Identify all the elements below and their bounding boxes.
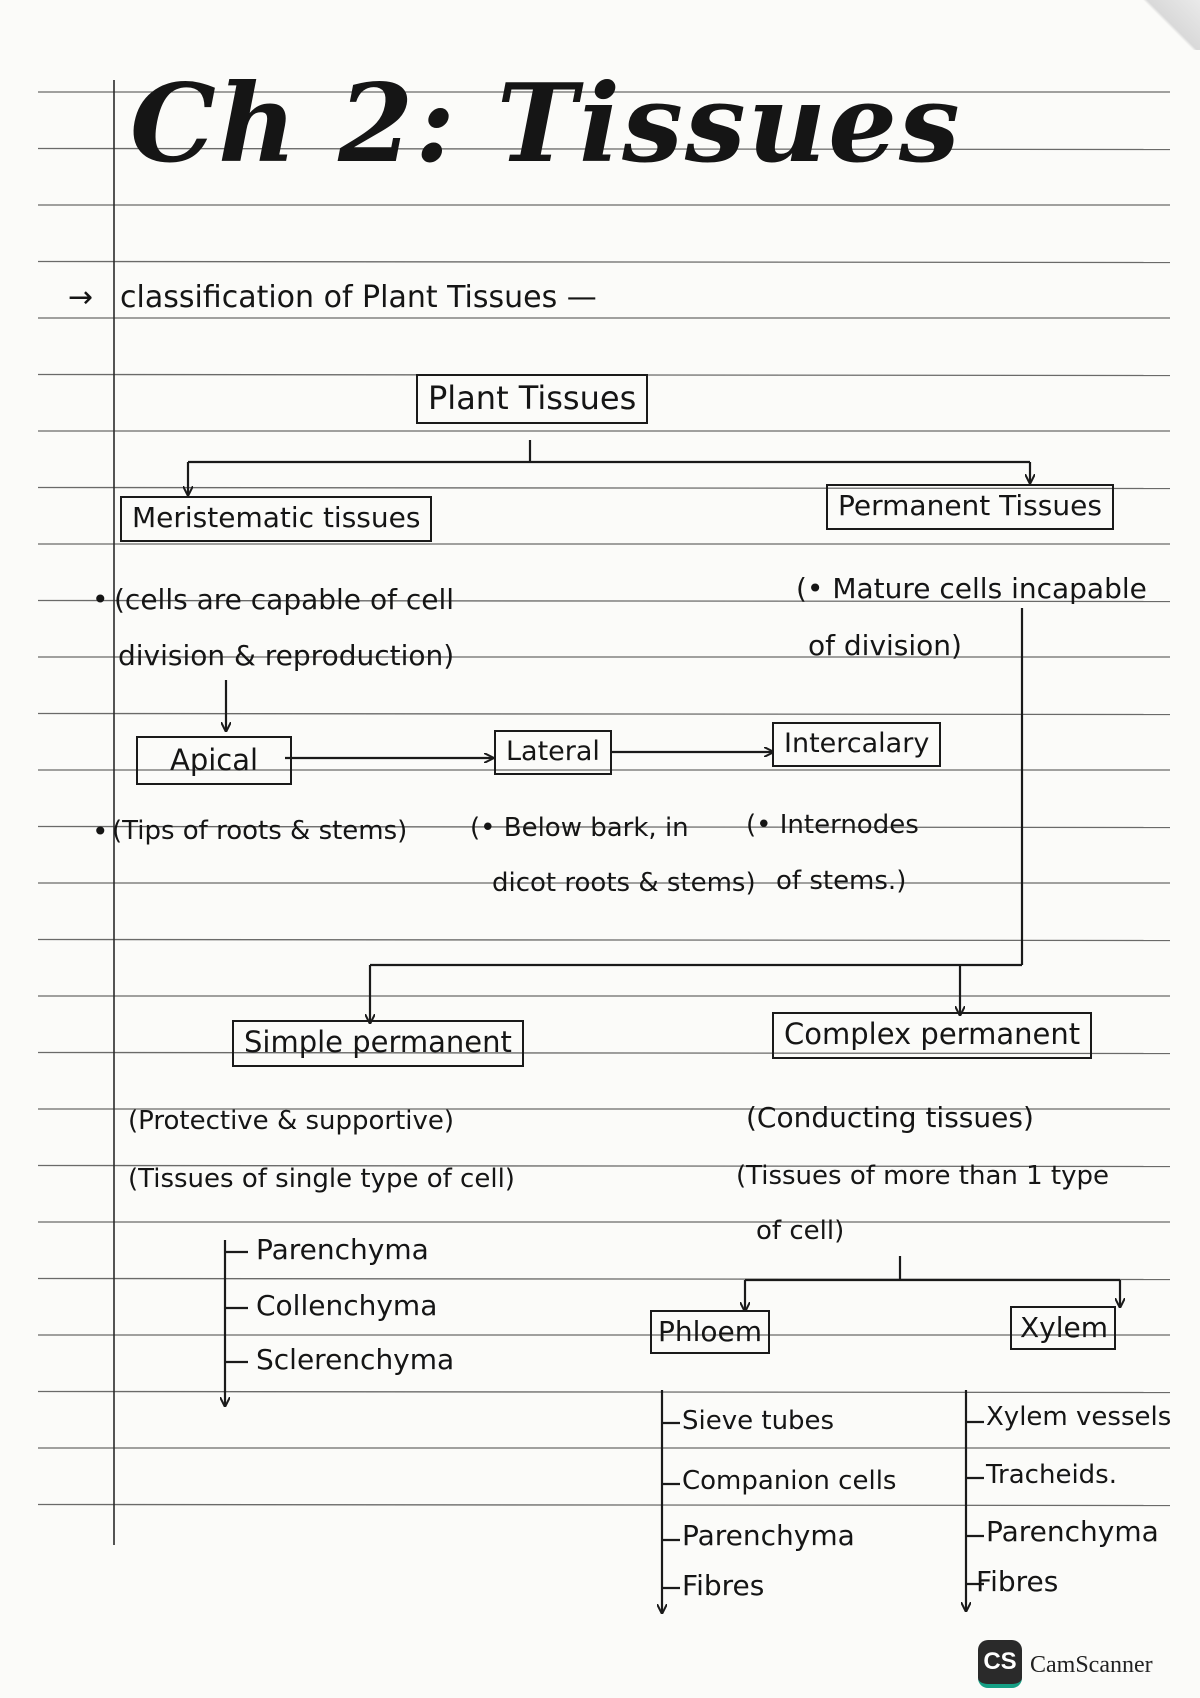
xylem-box: Xylem bbox=[1010, 1306, 1116, 1350]
phloem-box: Phloem bbox=[650, 1310, 770, 1354]
ruled-line bbox=[38, 1392, 1170, 1393]
complex-permanent-box: Complex permanent bbox=[772, 1012, 1092, 1059]
simple-item: Parenchyma bbox=[256, 1233, 429, 1266]
phloem-item: Sieve tubes bbox=[682, 1406, 835, 1436]
bullet: • bbox=[92, 815, 109, 848]
heading-arrow: → bbox=[68, 280, 94, 315]
xylem-item: Xylem vessels bbox=[986, 1402, 1172, 1432]
complex-desc-2: (Tissues of more than 1 type bbox=[736, 1161, 1110, 1191]
xylem-item: Tracheids. bbox=[986, 1460, 1117, 1490]
simple-item: Collenchyma bbox=[256, 1289, 438, 1322]
camscanner-logo: CS bbox=[978, 1640, 1022, 1688]
xylem-item: Fibres bbox=[976, 1565, 1059, 1598]
camscanner-watermark: CamScanner bbox=[1030, 1652, 1153, 1678]
complex-desc-3: of cell) bbox=[756, 1216, 845, 1246]
ruled-line bbox=[38, 262, 1170, 263]
simple-item: Sclerenchyma bbox=[256, 1343, 455, 1376]
complex-desc-1: (Conducting tissues) bbox=[746, 1101, 1034, 1134]
ruled-line bbox=[38, 1505, 1170, 1506]
phloem-item: Companion cells bbox=[682, 1466, 897, 1496]
lateral-desc-2: dicot roots & stems) bbox=[492, 868, 756, 898]
plant-tissues-box: Plant Tissues bbox=[416, 374, 648, 424]
ruled-line bbox=[38, 940, 1170, 941]
lateral-box: Lateral bbox=[494, 730, 612, 775]
permanent-desc-1: (• Mature cells incapable bbox=[796, 572, 1147, 605]
xylem-item: Parenchyma bbox=[986, 1515, 1159, 1548]
apical-box: Apical bbox=[136, 736, 292, 785]
simple-permanent-box: Simple permanent bbox=[232, 1020, 524, 1067]
simple-desc-1: (Protective & supportive) bbox=[128, 1106, 455, 1136]
meristematic-box: Meristematic tissues bbox=[120, 496, 432, 542]
intercalary-box: Intercalary bbox=[772, 722, 941, 767]
ruled-line bbox=[38, 714, 1170, 715]
phloem-item: Fibres bbox=[682, 1569, 765, 1602]
permanent-box: Permanent Tissues bbox=[826, 484, 1114, 530]
phloem-item: Parenchyma bbox=[682, 1519, 855, 1552]
permanent-desc-2: of division) bbox=[808, 629, 962, 662]
page-title: Ch 2: Tissues bbox=[130, 61, 962, 187]
intercalary-desc-2: of stems.) bbox=[776, 866, 907, 896]
lateral-desc-1: (• Below bark, in bbox=[470, 813, 689, 843]
simple-desc-2: (Tissues of single type of cell) bbox=[128, 1164, 515, 1194]
intercalary-desc-1: (• Internodes bbox=[746, 810, 919, 840]
meristematic-desc-2: division & reproduction) bbox=[118, 639, 455, 672]
apical-desc: (Tips of roots & stems) bbox=[112, 816, 408, 846]
section-heading: classification of Plant Tissues — bbox=[120, 280, 597, 315]
page-corner-fold bbox=[1140, 0, 1200, 50]
bullet: • bbox=[92, 583, 109, 616]
meristematic-desc-1: (cells are capable of cell bbox=[114, 583, 455, 616]
